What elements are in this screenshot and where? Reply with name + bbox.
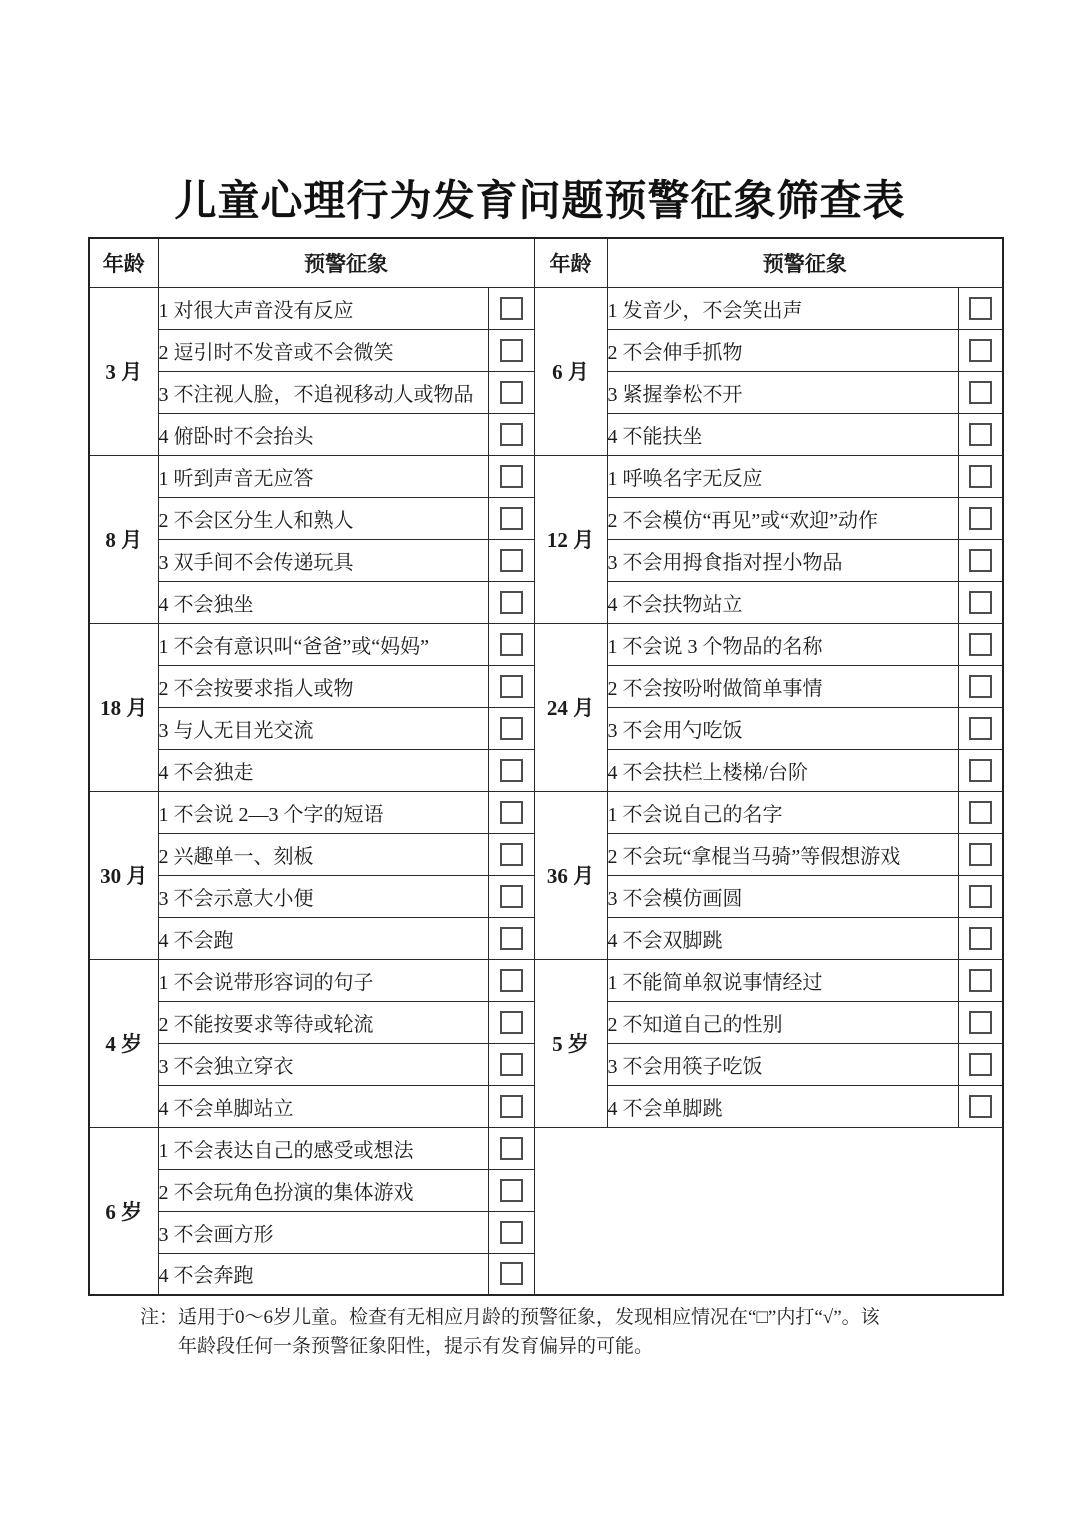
checkbox-cell xyxy=(958,749,1003,791)
age-cell-5y: 5 岁 xyxy=(534,959,607,1127)
checkbox[interactable] xyxy=(500,717,523,740)
screening-table xyxy=(88,237,1004,1296)
sign-text: 2 不会玩“拿棍当马骑”等假想游戏 xyxy=(607,833,958,875)
checkbox[interactable] xyxy=(969,507,992,530)
sign-text: 1 发音少，不会笑出声 xyxy=(607,287,958,329)
checkbox[interactable] xyxy=(500,1011,523,1034)
sign-text: 4 不会奔跑 xyxy=(158,1253,488,1295)
sign-text: 2 不会按吩咐做简单事情 xyxy=(607,665,958,707)
sign-text: 1 不会有意识叫“爸爸”或“妈妈” xyxy=(158,623,488,665)
checkbox-cell xyxy=(958,455,1003,497)
sign-text: 2 逗引时不发音或不会微笑 xyxy=(158,329,488,371)
checkbox-cell xyxy=(488,917,534,959)
checkbox[interactable] xyxy=(500,759,523,782)
sign-text: 2 不会按要求指人或物 xyxy=(158,665,488,707)
checkbox-cell xyxy=(488,413,534,455)
sign-text: 4 不会扶物站立 xyxy=(607,581,958,623)
checkbox-cell xyxy=(488,623,534,665)
age-cell-24m: 24 月 xyxy=(534,623,607,791)
checkbox-cell xyxy=(488,1253,534,1295)
table-row xyxy=(89,623,1003,665)
checkbox-cell xyxy=(958,665,1003,707)
checkbox-cell xyxy=(488,1127,534,1169)
checkbox[interactable] xyxy=(969,339,992,362)
checkbox[interactable] xyxy=(969,675,992,698)
sign-text: 1 听到声音无应答 xyxy=(158,455,488,497)
checkbox[interactable] xyxy=(500,885,523,908)
checkbox[interactable] xyxy=(500,339,523,362)
checkbox-cell xyxy=(488,1169,534,1211)
checkbox[interactable] xyxy=(500,507,523,530)
checkbox[interactable] xyxy=(969,969,992,992)
sign-text: 4 俯卧时不会抬头 xyxy=(158,413,488,455)
footnote-line-2: 年龄段任何一条预警征象阳性，提示有发育偏异的可能。 xyxy=(178,1336,654,1358)
checkbox-cell xyxy=(488,665,534,707)
sign-text: 1 不会说 2—3 个字的短语 xyxy=(158,791,488,833)
checkbox-cell xyxy=(958,581,1003,623)
checkbox-cell xyxy=(958,917,1003,959)
footnote xyxy=(140,1303,980,1362)
checkbox[interactable] xyxy=(500,927,523,950)
column-header-signs-right: 预警征象 xyxy=(607,238,1003,287)
checkbox[interactable] xyxy=(969,423,992,446)
checkbox[interactable] xyxy=(500,969,523,992)
checkbox[interactable] xyxy=(969,927,992,950)
checkbox[interactable] xyxy=(500,1262,523,1285)
checkbox[interactable] xyxy=(969,549,992,572)
checkbox[interactable] xyxy=(500,675,523,698)
footnote-line-1: 适用于0～6岁儿童。检查有无相应月龄的预警征象，发现相应情况在“□”内打“√”。该 xyxy=(178,1307,880,1328)
checkbox[interactable] xyxy=(969,297,992,320)
footnote-label: 注： xyxy=(140,1307,179,1328)
column-header-signs-left: 预警征象 xyxy=(158,238,534,287)
sign-text: 3 不会示意大小便 xyxy=(158,875,488,917)
checkbox-cell xyxy=(958,1085,1003,1127)
sign-text: 1 不会表达自己的感受或想法 xyxy=(158,1127,488,1169)
checkbox[interactable] xyxy=(969,381,992,404)
column-header-age-right: 年龄 xyxy=(534,238,607,287)
checkbox-cell xyxy=(958,959,1003,1001)
checkbox-cell xyxy=(488,833,534,875)
checkbox-cell xyxy=(488,749,534,791)
checkbox[interactable] xyxy=(969,717,992,740)
table-row xyxy=(89,791,1003,833)
checkbox-cell xyxy=(958,539,1003,581)
checkbox-cell xyxy=(488,539,534,581)
checkbox-cell xyxy=(488,707,534,749)
age-cell-18m: 18 月 xyxy=(89,623,158,791)
table-row xyxy=(89,1127,1003,1169)
checkbox[interactable] xyxy=(500,549,523,572)
checkbox-cell xyxy=(488,875,534,917)
sign-text: 3 不会模仿画圆 xyxy=(607,875,958,917)
sign-text: 1 呼唤名字无反应 xyxy=(607,455,958,497)
page-title: 儿童心理行为发育问题预警征象筛查表 xyxy=(174,179,906,225)
age-cell-12m: 12 月 xyxy=(534,455,607,623)
sign-text: 3 不会用勺吃饭 xyxy=(607,707,958,749)
sign-text: 2 不会模仿“再见”或“欢迎”动作 xyxy=(607,497,958,539)
sign-text: 4 不会单脚站立 xyxy=(158,1085,488,1127)
sign-text: 4 不会双脚跳 xyxy=(607,917,958,959)
sign-text: 1 不能简单叙说事情经过 xyxy=(607,959,958,1001)
age-cell-8m: 8 月 xyxy=(89,455,158,623)
checkbox-cell xyxy=(488,959,534,1001)
sign-text: 2 兴趣单一、刻板 xyxy=(158,833,488,875)
checkbox-cell xyxy=(488,1043,534,1085)
checkbox-cell xyxy=(488,287,534,329)
age-cell-3m: 3 月 xyxy=(89,287,158,455)
sign-text: 2 不知道自己的性别 xyxy=(607,1001,958,1043)
sign-text: 1 不会说 3 个物品的名称 xyxy=(607,623,958,665)
checkbox-cell xyxy=(958,833,1003,875)
age-cell-30m: 30 月 xyxy=(89,791,158,959)
checkbox[interactable] xyxy=(969,843,992,866)
sign-text: 4 不会跑 xyxy=(158,917,488,959)
checkbox[interactable] xyxy=(500,1095,523,1118)
sign-text: 3 不会用拇食指对捏小物品 xyxy=(607,539,958,581)
sign-text: 4 不会独坐 xyxy=(158,581,488,623)
checkbox[interactable] xyxy=(969,885,992,908)
sign-text: 3 双手间不会传递玩具 xyxy=(158,539,488,581)
checkbox-cell xyxy=(488,581,534,623)
checkbox[interactable] xyxy=(969,591,992,614)
checkbox-cell xyxy=(488,497,534,539)
empty-cell xyxy=(534,1127,1003,1295)
checkbox[interactable] xyxy=(500,801,523,824)
table-row xyxy=(89,455,1003,497)
checkbox-cell xyxy=(488,1211,534,1253)
checkbox[interactable] xyxy=(500,1137,523,1160)
checkbox[interactable] xyxy=(500,297,523,320)
checkbox[interactable] xyxy=(969,633,992,656)
checkbox-cell xyxy=(958,371,1003,413)
checkbox-cell xyxy=(488,1085,534,1127)
sign-text: 4 不会扶栏上楼梯/台阶 xyxy=(607,749,958,791)
checkbox-cell xyxy=(958,497,1003,539)
checkbox-cell xyxy=(488,371,534,413)
checkbox-cell xyxy=(958,329,1003,371)
checkbox[interactable] xyxy=(500,591,523,614)
sign-text: 2 不会区分生人和熟人 xyxy=(158,497,488,539)
sign-text: 3 与人无目光交流 xyxy=(158,707,488,749)
checkbox[interactable] xyxy=(500,423,523,446)
checkbox[interactable] xyxy=(969,1095,992,1118)
age-cell-6y: 6 岁 xyxy=(89,1127,158,1295)
checkbox-cell xyxy=(488,455,534,497)
age-cell-4y: 4 岁 xyxy=(89,959,158,1127)
checkbox-cell xyxy=(958,287,1003,329)
checkbox[interactable] xyxy=(969,1011,992,1034)
age-cell-36m: 36 月 xyxy=(534,791,607,959)
header-row xyxy=(89,238,1003,287)
footnote-text xyxy=(178,1303,980,1362)
sign-text: 2 不会玩角色扮演的集体游戏 xyxy=(158,1169,488,1211)
checkbox-cell xyxy=(958,623,1003,665)
checkbox[interactable] xyxy=(500,843,523,866)
checkbox[interactable] xyxy=(969,759,992,782)
sign-text: 4 不能扶坐 xyxy=(607,413,958,455)
table-row xyxy=(89,959,1003,1001)
column-header-age-left: 年龄 xyxy=(89,238,158,287)
sign-text: 2 不能按要求等待或轮流 xyxy=(158,1001,488,1043)
checkbox[interactable] xyxy=(969,801,992,824)
checkbox[interactable] xyxy=(500,381,523,404)
checkbox-cell xyxy=(958,1001,1003,1043)
checkbox[interactable] xyxy=(500,1221,523,1244)
checkbox-cell xyxy=(488,329,534,371)
checkbox[interactable] xyxy=(969,465,992,488)
sign-text: 3 不会画方形 xyxy=(158,1211,488,1253)
checkbox-cell xyxy=(958,1043,1003,1085)
checkbox-cell xyxy=(958,791,1003,833)
checkbox[interactable] xyxy=(500,1053,523,1076)
sign-text: 4 不会单脚跳 xyxy=(607,1085,958,1127)
sign-text: 3 紧握拳松不开 xyxy=(607,371,958,413)
sign-text: 3 不会用筷子吃饭 xyxy=(607,1043,958,1085)
age-cell-6m: 6 月 xyxy=(534,287,607,455)
checkbox[interactable] xyxy=(500,1179,523,1202)
sign-text: 1 不会说带形容词的句子 xyxy=(158,959,488,1001)
checkbox[interactable] xyxy=(500,633,523,656)
checkbox-cell xyxy=(488,1001,534,1043)
sign-text: 4 不会独走 xyxy=(158,749,488,791)
sign-text: 3 不会独立穿衣 xyxy=(158,1043,488,1085)
checkbox[interactable] xyxy=(969,1053,992,1076)
checkbox-cell xyxy=(958,875,1003,917)
sign-text: 3 不注视人脸，不追视移动人或物品 xyxy=(158,371,488,413)
sign-text: 1 对很大声音没有反应 xyxy=(158,287,488,329)
checkbox-cell xyxy=(958,707,1003,749)
checkbox-cell xyxy=(958,413,1003,455)
sign-text: 1 不会说自己的名字 xyxy=(607,791,958,833)
checkbox-cell xyxy=(488,791,534,833)
checkbox[interactable] xyxy=(500,465,523,488)
sign-text: 2 不会伸手抓物 xyxy=(607,329,958,371)
table-row xyxy=(89,287,1003,329)
